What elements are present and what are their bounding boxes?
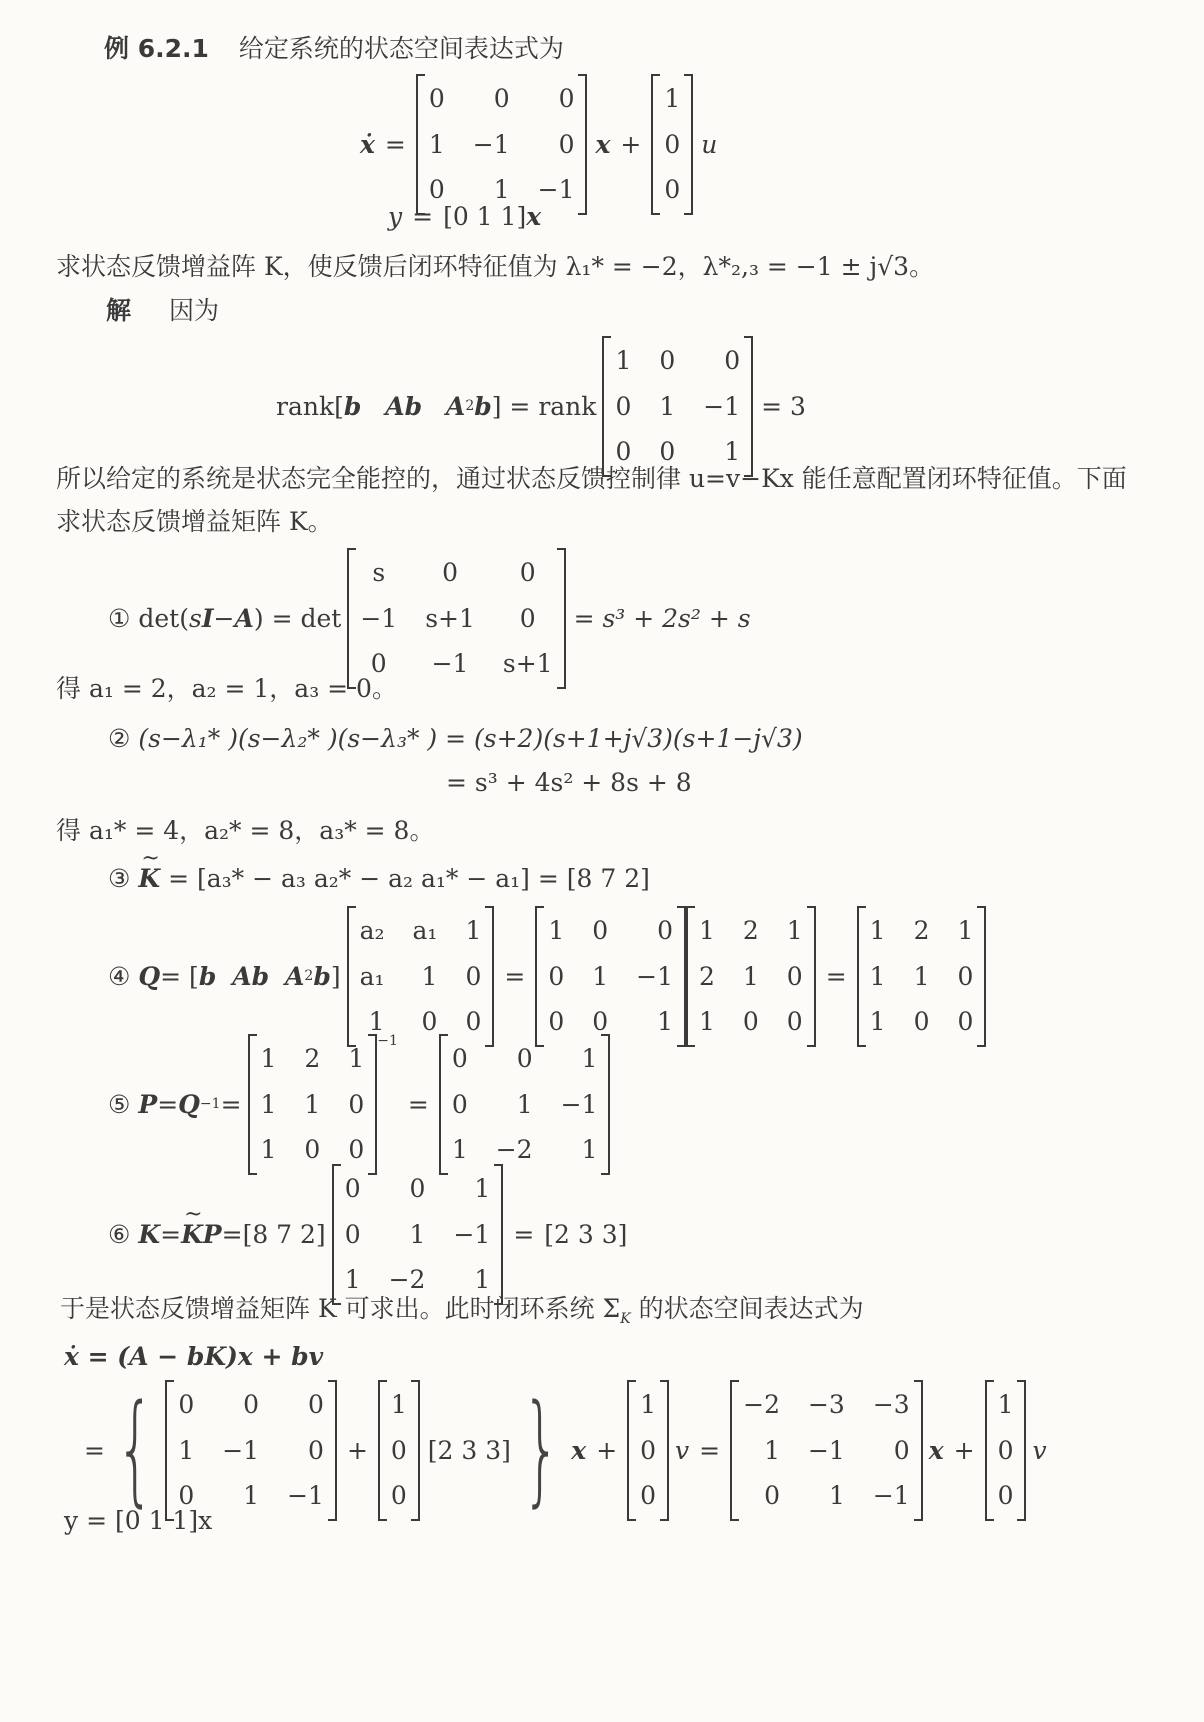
rank-equation: rank[ b Ab A 2 b ] = rank 1 0 0 0 1 −1 0 0 1 = 3 bbox=[276, 336, 806, 477]
step-5: ⑤ P = Q −1 = 1 2 1 1 1 0 1 0 0 $^{-1}$ = 0 0 1 0 1 −1 1 −2 1 bbox=[108, 1034, 610, 1175]
matrix-cell: −1 bbox=[472, 129, 510, 159]
closed-loop-expanded: = { 0 0 0 1 −1 0 0 1 −1 + 1 0 0 [2 3 3] } x + 1 0 0 v = −2 −3 −3 1 −1 0 0 1 −1 x + 1 0 0 v bbox=[84, 1380, 1047, 1520]
matrix-cell: −1 bbox=[287, 1481, 324, 1510]
matrix-cell: s+1 bbox=[425, 603, 475, 633]
matrix-cell: −1 bbox=[360, 603, 398, 633]
closed-vector-b bbox=[378, 1380, 420, 1521]
matrix-cell: 1 bbox=[664, 84, 681, 113]
matrix-cell: −2 bbox=[388, 1265, 426, 1294]
matrix-cell: 0 bbox=[348, 1135, 365, 1164]
step-5-matrix-P bbox=[439, 1034, 611, 1175]
matrix-cell: 0 bbox=[370, 649, 387, 678]
matrix-cell: 1 bbox=[451, 1135, 468, 1164]
matrix-cell: 1 bbox=[657, 1007, 673, 1036]
matrix-cell: 1 bbox=[260, 1135, 277, 1164]
matrix-cell: 0 bbox=[640, 1435, 657, 1465]
step-3-number: ③ bbox=[108, 864, 131, 893]
matrix-cell: −1 bbox=[872, 1481, 910, 1510]
matrix-cell: 1 bbox=[869, 961, 886, 991]
step-6-k-result: [2 3 3] bbox=[544, 1219, 628, 1249]
matrix-cell: −3 bbox=[872, 1390, 910, 1419]
matrix-cell: 1 bbox=[742, 961, 759, 991]
closed-loop-text bbox=[60, 1296, 864, 1326]
closed-vector-b-3 bbox=[985, 1380, 1027, 1521]
because-word: 因为 bbox=[168, 296, 219, 325]
step-1: ① det( s I − A ) = det s 0 0 −1 s+1 0 0 −1 s+1 = s³ + 2s² + s bbox=[108, 548, 751, 689]
matrix-cell: 0 bbox=[344, 1174, 361, 1203]
step-5-number: ⑤ bbox=[108, 1089, 131, 1119]
matrix-cell: 1 bbox=[428, 129, 445, 159]
matrix-cell: −1 bbox=[537, 175, 575, 204]
matrix-cell: 1 bbox=[957, 916, 974, 945]
matrix-cell: 1 bbox=[581, 1044, 598, 1073]
matrix-cell: 1 bbox=[409, 1219, 426, 1249]
closed-loop-eq-1: ẋ = (A − bK)x + bv bbox=[64, 1342, 324, 1371]
matrix-cell: 1 bbox=[913, 961, 930, 991]
matrix-cell: 1 bbox=[786, 916, 803, 945]
closed-loop-text-2: 的状态空间表达式为 bbox=[630, 1294, 864, 1323]
matrix-cell: 0 bbox=[558, 129, 575, 159]
matrix-cell: 1 bbox=[243, 1481, 260, 1510]
matrix-A bbox=[416, 74, 588, 215]
matrix-cell: 0 bbox=[657, 916, 673, 945]
closed-matrix-A bbox=[165, 1380, 337, 1521]
matrix-cell: 0 bbox=[519, 603, 536, 633]
matrix-cell: 2 bbox=[742, 916, 759, 945]
matrix-cell: 1 bbox=[615, 346, 632, 375]
k-tilde-value: = [a₃* − a₃ a₂* − a₂ a₁* − a₁] = [8 7 2] bbox=[168, 864, 650, 893]
matrix-cell: a₁ bbox=[412, 916, 438, 945]
step-4: ④ Q = [ b Ab A 2 b ] a₂ a₁ 1 a₁ 1 0 1 0 0 = 1 0 0 0 1 −1 0 0 1 1 2 1 2 1 0 1 0 0 = 1 2 1 1 1 0 1 0 0 bbox=[108, 906, 986, 1047]
matrix-cell: 2 bbox=[698, 961, 715, 991]
matrix-cell: 1 bbox=[260, 1089, 277, 1119]
step-2-coeffs: 得 a₁* = 4，a₂* = 8，a₃* = 8。 bbox=[56, 816, 435, 845]
step-2-number: ② bbox=[108, 724, 131, 753]
matrix-cell: 0 bbox=[428, 84, 445, 113]
matrix-cell: 0 bbox=[516, 1044, 533, 1073]
matrix-cell: 1 bbox=[344, 1265, 361, 1294]
matrix-cell: 0 bbox=[615, 391, 632, 421]
closed-vector-b-2 bbox=[627, 1380, 669, 1521]
step-2-line-2: = s³ + 4s² + 8s + 8 bbox=[446, 768, 692, 797]
matrix-cell: 1 bbox=[581, 1135, 598, 1164]
matrix-cell: 1 bbox=[368, 1007, 385, 1036]
matrix-cell: −1 bbox=[703, 391, 741, 421]
matrix-cell: 1 bbox=[659, 391, 676, 421]
matrix-cell: s+1 bbox=[502, 649, 553, 678]
matrix-cell: −2 bbox=[495, 1135, 533, 1164]
matrix-cell: 1 bbox=[592, 961, 609, 991]
matrix-cell: 1 bbox=[465, 916, 482, 945]
step-6-number: ⑥ bbox=[108, 1219, 131, 1249]
matrix-cell: s bbox=[372, 558, 386, 587]
matrix-cell: −1 bbox=[560, 1089, 598, 1119]
desired-poly-product: (s−λ₁* )(s−λ₂* )(s−λ₃* ) = (s+2)(s+1+j√3)(s+1−j√3) bbox=[138, 724, 803, 753]
step-4-matrix-2 bbox=[535, 906, 686, 1047]
matrix-cell: −1 bbox=[807, 1435, 845, 1465]
matrix-cell: 0 bbox=[390, 1435, 407, 1465]
matrix-cell: a₂ bbox=[359, 916, 385, 945]
step-1-number: ① bbox=[108, 603, 131, 633]
example-intro: 给定系统的状态空间表达式为 bbox=[238, 34, 564, 63]
matrix-cell: 1 bbox=[698, 1007, 715, 1036]
matrix-cell: 1 bbox=[421, 961, 438, 991]
matrix-cell: 2 bbox=[913, 916, 930, 945]
matrix-cell: 1 bbox=[390, 1390, 407, 1419]
matrix-cell: 0 bbox=[724, 346, 741, 375]
matrix-cell: −1 bbox=[431, 649, 469, 678]
matrix-cell: 0 bbox=[957, 961, 974, 991]
solution-label bbox=[106, 298, 219, 323]
closed-matrix-Acl bbox=[730, 1380, 923, 1521]
matrix-cell: 1 bbox=[724, 437, 741, 466]
matrix-cell: 1 bbox=[474, 1265, 491, 1294]
matrix-cell: 0 bbox=[997, 1481, 1014, 1510]
closed-loop-text-1: 于是状态反馈增益矩阵 K 可求出。此时闭环系统 Σ bbox=[60, 1294, 621, 1323]
matrix-cell: 0 bbox=[997, 1435, 1014, 1465]
matrix-cell: 1 bbox=[548, 916, 565, 945]
matrix-cell: 0 bbox=[493, 84, 510, 113]
matrix-cell: 0 bbox=[664, 175, 681, 204]
matrix-cell: 0 bbox=[304, 1135, 321, 1164]
matrix-cell: 0 bbox=[428, 175, 445, 204]
matrix-cell: 0 bbox=[548, 961, 565, 991]
matrix-cell: −2 bbox=[743, 1390, 780, 1419]
matrix-cell: 0 bbox=[615, 437, 632, 466]
matrix-cell: 0 bbox=[442, 558, 458, 587]
matrix-cell: −1 bbox=[453, 1219, 491, 1249]
matrix-cell: 1 bbox=[260, 1044, 277, 1073]
step-1-coeffs: 得 a₁ = 2，a₂ = 1，a₃ = 0。 bbox=[56, 674, 397, 703]
output-equation: y = [0 1 1]x bbox=[388, 202, 542, 231]
step-4-matrix-4 bbox=[857, 906, 987, 1047]
matrix-cell: 0 bbox=[764, 1481, 780, 1510]
matrix-cell: 0 bbox=[519, 558, 536, 587]
problem-statement: 求状态反馈增益阵 K，使反馈后闭环特征值为 λ₁* = −2，λ*₂,₃ = −1 ± j√3。 bbox=[56, 252, 935, 281]
matrix-cell: 0 bbox=[421, 1007, 438, 1036]
solution-word: 解 bbox=[106, 296, 132, 325]
matrix-cell: 0 bbox=[308, 1435, 324, 1465]
matrix-cell: 1 bbox=[348, 1044, 365, 1073]
matrix-cell: 0 bbox=[465, 1007, 482, 1036]
step-4-matrix-1 bbox=[347, 906, 495, 1047]
step-6-matrix-P bbox=[332, 1164, 504, 1305]
matrix-cell: 0 bbox=[178, 1390, 195, 1419]
matrix-cell: 1 bbox=[997, 1390, 1014, 1419]
matrix-cell: 0 bbox=[451, 1089, 468, 1119]
matrix-cell: 0 bbox=[592, 1007, 609, 1036]
matrix-cell: −3 bbox=[807, 1390, 845, 1419]
matrix-cell: 1 bbox=[178, 1435, 195, 1465]
matrix-cell: 2 bbox=[304, 1044, 321, 1073]
matrix-cell: 0 bbox=[390, 1481, 407, 1510]
step-4-number: ④ bbox=[108, 961, 131, 991]
matrix-cell: 0 bbox=[913, 1007, 930, 1036]
matrix-cell: 1 bbox=[869, 916, 886, 945]
matrix-cell: 1 bbox=[304, 1089, 321, 1119]
matrix-cell: 0 bbox=[640, 1481, 657, 1510]
matrix-cell: 0 bbox=[742, 1007, 759, 1036]
matrix-cell: 0 bbox=[348, 1089, 365, 1119]
matrix-cell: 0 bbox=[178, 1481, 195, 1510]
matrix-cell: 0 bbox=[308, 1390, 324, 1419]
step-5-matrix-Q bbox=[248, 1034, 378, 1175]
sI-minus-A-matrix bbox=[347, 548, 565, 689]
matrix-cell: −1 bbox=[636, 961, 673, 991]
matrix-cell: −1 bbox=[222, 1435, 260, 1465]
matrix-cell: 1 bbox=[764, 1435, 780, 1465]
matrix-cell: 1 bbox=[640, 1390, 657, 1419]
matrix-cell: a₁ bbox=[359, 961, 385, 991]
state-equation: ẋ = 0 0 0 1 −1 0 0 1 −1 x + 1 0 0 u bbox=[360, 74, 717, 215]
matrix-cell: 1 bbox=[516, 1089, 533, 1119]
matrix-cell: 0 bbox=[465, 961, 482, 991]
matrix-cell: 1 bbox=[869, 1007, 886, 1036]
char-poly: = s³ + 2s² + s bbox=[573, 603, 751, 633]
output-vector: [0 1 1] bbox=[443, 202, 527, 231]
rank-result: = 3 bbox=[761, 391, 806, 421]
step-3: ③ ~ K = [a₃* − a₃ a₂* − a₂ a₁* − a₁] = [8 7 2] bbox=[108, 866, 650, 891]
matrix-cell: 0 bbox=[659, 346, 676, 375]
closed-loop-output: y = [0 1 1]x bbox=[64, 1506, 213, 1535]
matrix-cell: 0 bbox=[243, 1390, 260, 1419]
matrix-cell: 0 bbox=[451, 1044, 468, 1073]
matrix-cell: 1 bbox=[698, 916, 715, 945]
closed-loop-subscript: K bbox=[620, 1311, 631, 1327]
matrix-cell: 1 bbox=[474, 1174, 491, 1203]
step-6-k-tilde: [8 7 2] bbox=[242, 1219, 326, 1249]
matrix-cell: 0 bbox=[344, 1219, 361, 1249]
matrix-cell: 0 bbox=[957, 1007, 974, 1036]
matrix-cell: 0 bbox=[592, 916, 609, 945]
controllable-paragraph: 所以给定的系统是状态完全能控的，通过状态反馈控制律 u=v−Kx 能任意配置闭环特征值。下面求状态反馈增益矩阵 K。 bbox=[56, 464, 1127, 536]
matrix-cell: 0 bbox=[659, 437, 676, 466]
matrix-cell: 0 bbox=[786, 1007, 803, 1036]
matrix-cell: 0 bbox=[893, 1435, 910, 1465]
matrix-cell: 0 bbox=[664, 129, 681, 159]
step-4-matrix-3 bbox=[686, 906, 816, 1047]
matrix-cell: 0 bbox=[786, 961, 803, 991]
matrix-cell: 0 bbox=[548, 1007, 565, 1036]
step-6: ⑥ K = ~ K P = [8 7 2] 0 0 1 0 1 −1 1 −2 1 = [2 3 3] bbox=[108, 1164, 627, 1305]
vector-b bbox=[651, 74, 693, 215]
matrix-cell: 1 bbox=[493, 175, 510, 204]
matrix-cell: 1 bbox=[828, 1481, 845, 1510]
example-heading bbox=[104, 36, 564, 61]
closed-gain-K: [2 3 3] bbox=[427, 1435, 511, 1465]
step-2-line-1 bbox=[108, 726, 803, 751]
matrix-cell: 0 bbox=[558, 84, 575, 113]
controllability-matrix bbox=[602, 336, 753, 477]
example-label: 例 6.2.1 bbox=[104, 34, 209, 63]
matrix-cell: 0 bbox=[409, 1174, 426, 1203]
